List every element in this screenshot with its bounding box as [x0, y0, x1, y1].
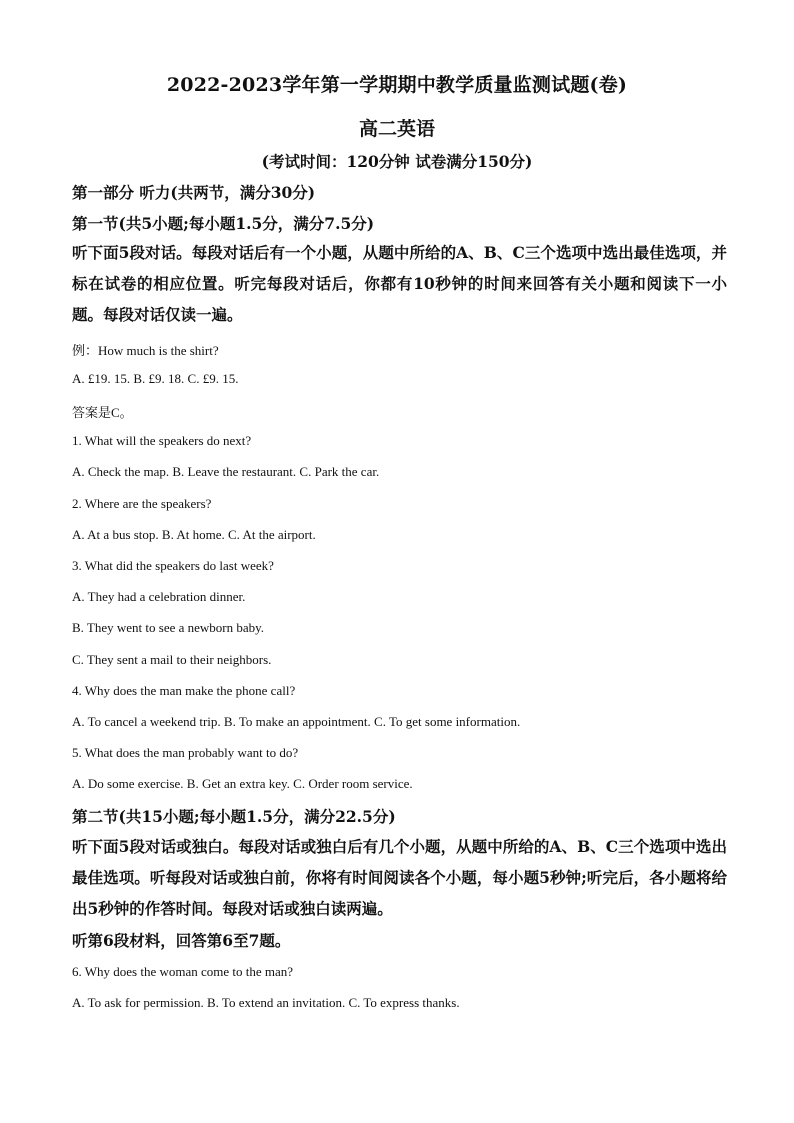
section1-heading: 第一节(共5小题;每小题1.5分，满分7.5分) — [72, 214, 375, 233]
section1-instructions: 听下面5段对话。每段对话后有一个小题，从题中所给的A、B、C三个选项中选出最佳选项，并标在试卷的相应位置。听完每段对话后，你都有10秒钟的时间来回答有关小题和阅读下一小题。每段对话仅读一遍。 — [72, 243, 727, 324]
section2-heading: 第二节(共15小题;每小题1.5分，满分22.5分) — [72, 807, 396, 826]
question-2-options: A. At a bus stop. B. At home. C. At the airport. — [72, 527, 316, 542]
question-4: 4. Why does the man make the phone call? — [72, 683, 296, 698]
question-5-options: A. Do some exercise. B. Get an extra key. C. Order room service. — [72, 776, 413, 791]
question-1: 1. What will the speakers do next? — [72, 433, 252, 448]
section2-instructions: 听下面5段对话或独白。每段对话或独白后有几个小题，从题中所给的A、B、C三个选项中选出最佳选项。听每段对话或独白前，你将有时间阅读各个小题，每小题5秒钟;听完后，各小题将给出5秒钟的作答时间。每段对话或独白读两遍。 — [72, 837, 727, 918]
question-4-options: A. To cancel a weekend trip. B. To make an appointment. C. To get some information. — [72, 714, 521, 729]
exam-title: 2022-2023学年第一学期期中教学质量监测试题(卷) — [166, 74, 628, 96]
part1-heading: 第一部分 听力(共两节，满分30分) — [72, 183, 316, 202]
question-5: 5. What does the man probably want to do? — [72, 745, 299, 760]
question-6: 6. Why does the woman come to the man? — [72, 964, 294, 979]
question-3: 3. What did the speakers do last week? — [72, 558, 274, 573]
example-answer: 答案是C。 — [72, 405, 133, 420]
question-3-option-b: B. They went to see a newborn baby. — [72, 620, 265, 635]
exam-info: (考试时间：120分钟 试卷满分150分) — [261, 152, 533, 171]
question-2: 2. Where are the speakers? — [72, 496, 212, 511]
question-6-options: A. To ask for permission. B. To extend an invitation. C. To express thanks. — [72, 995, 460, 1010]
question-3-option-c: C. They sent a mail to their neighbors. — [72, 652, 272, 667]
subject-title: 高二英语 — [358, 118, 435, 140]
question-3-option-a: A. They had a celebration dinner. — [72, 589, 246, 604]
example-question: 例：How much is the shirt? — [72, 343, 219, 358]
example-options: A. £19. 15. B. £9. 18. C. £9. 15. — [72, 371, 239, 386]
question-1-options: A. Check the map. B. Leave the restaurant. C. Park the car. — [72, 464, 380, 479]
material-6-heading: 听第6段材料，回答第6至7题。 — [72, 931, 291, 950]
